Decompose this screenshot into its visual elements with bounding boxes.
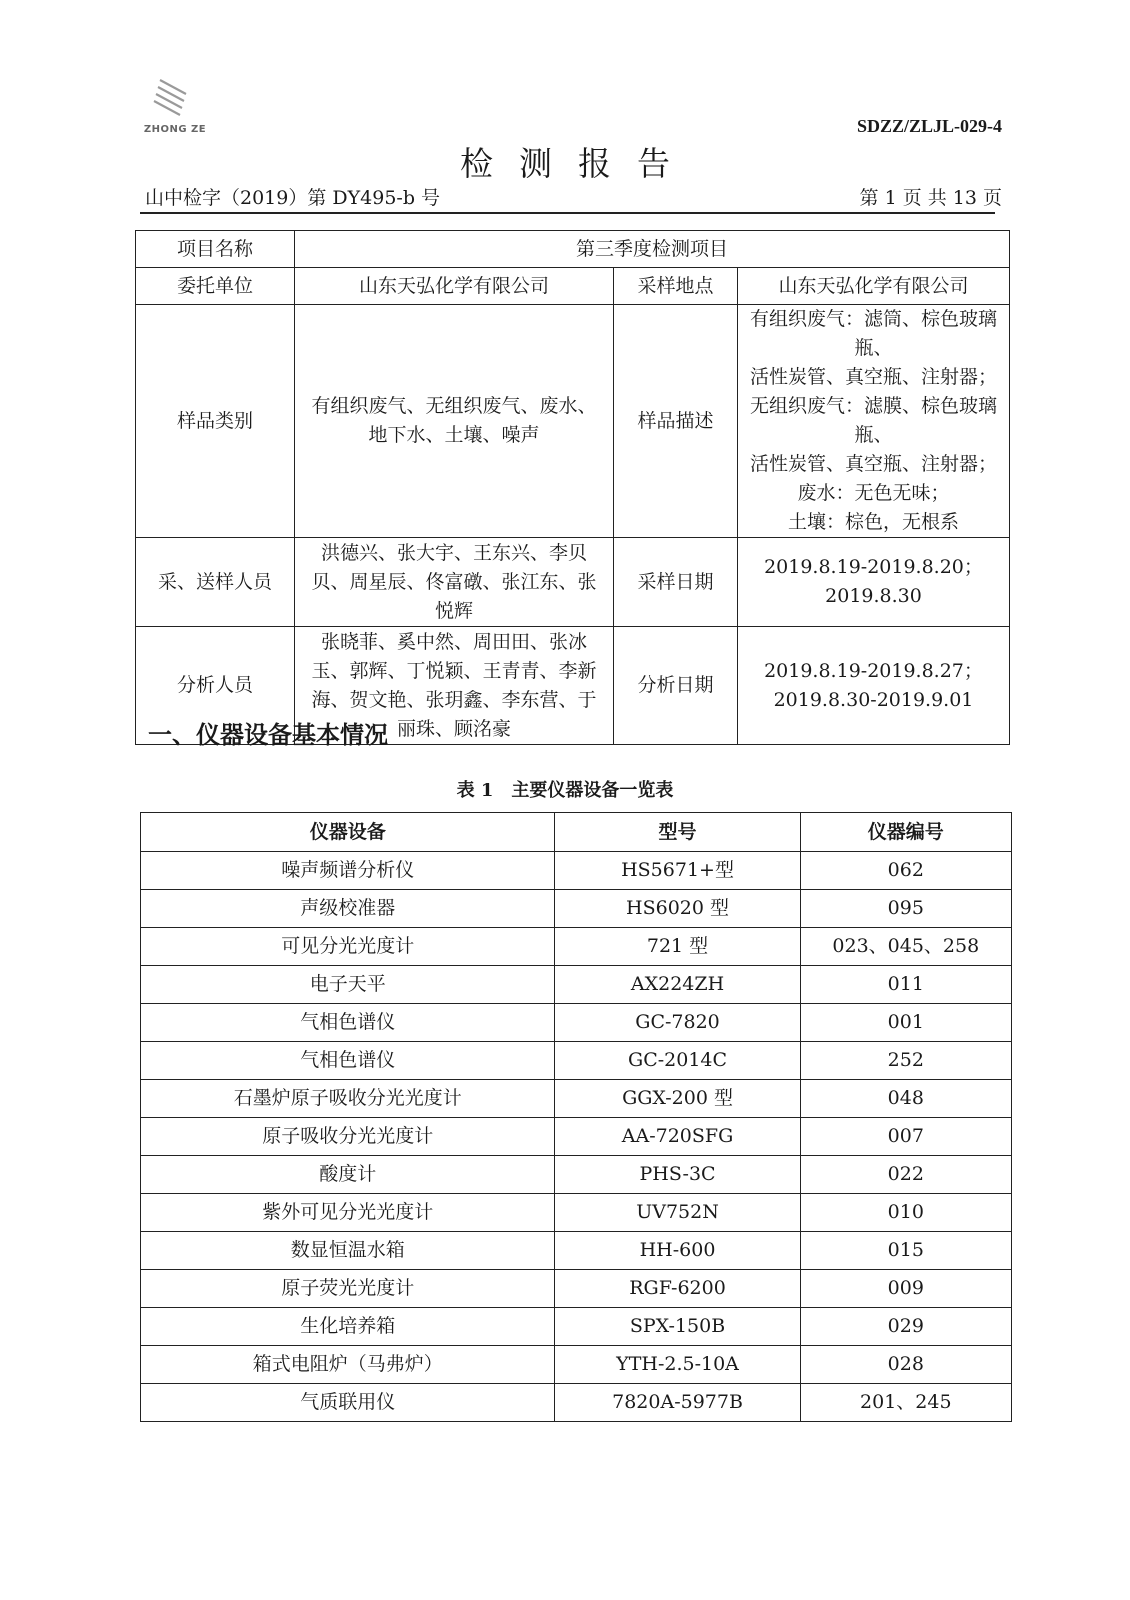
desc-line: 活性炭管、真空瓶、注射器； (749, 366, 997, 388)
sample-date-label: 采样日期 (614, 538, 738, 627)
instrument-number-cell: 011 (800, 966, 1011, 1004)
project-value: 第三季度检测项目 (295, 231, 1010, 268)
equipment-table-body (141, 852, 1012, 1422)
table-row (141, 1042, 1012, 1080)
equipment-name-cell: 箱式电阻炉（马弗炉） (141, 1346, 555, 1384)
report-title: 检测报告 (460, 144, 696, 183)
table-row (141, 1118, 1012, 1156)
column-header-model: 型号 (555, 813, 800, 852)
table-caption: 表 1 主要仪器设备一览表 (456, 780, 674, 801)
desc-line: 土壤：棕色，无根系 (787, 511, 959, 533)
model-cell: GGX-200 型 (555, 1080, 800, 1118)
table-row (141, 1004, 1012, 1042)
site-value: 山东天弘化学有限公司 (738, 268, 1010, 305)
equipment-name-cell: 电子天平 (141, 966, 555, 1004)
table-row (141, 1194, 1012, 1232)
model-cell: PHS-3C (555, 1156, 800, 1194)
instrument-number-cell: 029 (800, 1308, 1011, 1346)
category-label: 样品类别 (136, 305, 295, 538)
desc-line: 活性炭管、真空瓶、注射器； (749, 453, 997, 475)
sample-date-value: 2019.8.19-2019.8.20；2019.8.30 (738, 538, 1010, 627)
instrument-number-cell: 001 (800, 1004, 1011, 1042)
equipment-name-cell: 气相色谱仪 (141, 1004, 555, 1042)
instrument-number-cell: 023、045、258 (800, 928, 1011, 966)
table-row (141, 852, 1012, 890)
equipment-name-cell: 声级校准器 (141, 890, 555, 928)
logo-text: ZHONG ZE (143, 124, 207, 135)
instrument-number-cell: 095 (800, 890, 1011, 928)
model-cell: SPX-150B (555, 1308, 800, 1346)
instrument-number-cell: 048 (800, 1080, 1011, 1118)
equipment-name-cell: 生化培养箱 (141, 1308, 555, 1346)
instrument-number-cell: 015 (800, 1232, 1011, 1270)
info-row-category (136, 305, 1010, 538)
table-row (141, 1270, 1012, 1308)
analyst-value: 张晓菲、奚中然、周田田、张冰玉、郭辉、丁悦颖、王青青、李新海、贺文艳、张玥鑫、李东营、于丽珠、顾洺豪 (295, 627, 614, 745)
client-value: 山东天弘化学有限公司 (295, 268, 614, 305)
project-label: 项目名称 (136, 231, 295, 268)
table-row (141, 1384, 1012, 1422)
table-row (141, 1080, 1012, 1118)
client-label: 委托单位 (136, 268, 295, 305)
info-row-sampler (136, 538, 1010, 627)
model-cell: AX224ZH (555, 966, 800, 1004)
company-logo (140, 72, 210, 142)
instrument-number-cell: 009 (800, 1270, 1011, 1308)
equipment-name-cell: 气质联用仪 (141, 1384, 555, 1422)
page-info: 第 1 页 共 13 页 (859, 187, 1002, 209)
equipment-name-cell: 酸度计 (141, 1156, 555, 1194)
analyst-label: 分析人员 (136, 627, 295, 745)
equipment-name-cell: 气相色谱仪 (141, 1042, 555, 1080)
info-row-project (136, 231, 1010, 268)
table-row (141, 1346, 1012, 1384)
analysis-date-value (738, 627, 1010, 745)
column-header-equipment: 仪器设备 (141, 813, 555, 852)
desc-line: 废水：无色无味； (797, 482, 950, 504)
desc-line: 有组织废气：滤筒、棕色玻璃瓶、 (749, 308, 997, 359)
table-row (141, 1232, 1012, 1270)
instrument-number-cell: 010 (800, 1194, 1011, 1232)
model-cell: GC-7820 (555, 1004, 800, 1042)
model-cell: HS5671+型 (555, 852, 800, 890)
equipment-name-cell: 噪声频谱分析仪 (141, 852, 555, 890)
model-cell: HH-600 (555, 1232, 800, 1270)
instrument-number-cell: 252 (800, 1042, 1011, 1080)
model-cell: UV752N (555, 1194, 800, 1232)
header-divider (140, 212, 995, 214)
equipment-name-cell: 原子荧光光度计 (141, 1270, 555, 1308)
desc-label: 样品描述 (614, 305, 738, 538)
model-cell: 7820A-5977B (555, 1384, 800, 1422)
equipment-name-cell: 可见分光光度计 (141, 928, 555, 966)
sampler-value: 洪德兴、张大宇、王东兴、李贝贝、周星辰、佟富礅、张江东、张悦辉 (295, 538, 614, 627)
model-cell: AA-720SFG (555, 1118, 800, 1156)
table-row (141, 928, 1012, 966)
report-info-table (135, 230, 1010, 745)
instrument-number-cell: 022 (800, 1156, 1011, 1194)
table-row (141, 1308, 1012, 1346)
table-row (141, 966, 1012, 1004)
equipment-header-row (141, 813, 1012, 852)
equipment-name-cell: 紫外可见分光光度计 (141, 1194, 555, 1232)
model-cell: RGF-6200 (555, 1270, 800, 1308)
sample-description (738, 305, 1010, 538)
instrument-number-cell: 062 (800, 852, 1011, 890)
equipment-name-cell: 石墨炉原子吸收分光光度计 (141, 1080, 555, 1118)
table-row (141, 1156, 1012, 1194)
instrument-number-cell: 007 (800, 1118, 1011, 1156)
analysis-date-line: 2019.8.30-2019.9.01 (773, 688, 974, 711)
equipment-table (140, 812, 1012, 1422)
column-header-number: 仪器编号 (800, 813, 1011, 852)
model-cell: YTH-2.5-10A (555, 1346, 800, 1384)
report-number: 山中检字（2019）第 DY495-b 号 (145, 187, 441, 209)
analysis-date-line: 2019.8.19-2019.8.27； (764, 659, 983, 682)
site-label: 采样地点 (614, 268, 738, 305)
sampler-label: 采、送样人员 (136, 538, 295, 627)
logo-mark-icon (148, 72, 198, 122)
analysis-date-label: 分析日期 (614, 627, 738, 745)
section-heading: 一、仪器设备基本情况 (148, 721, 388, 749)
model-cell: HS6020 型 (555, 890, 800, 928)
instrument-number-cell: 028 (800, 1346, 1011, 1384)
equipment-name-cell: 数显恒温水箱 (141, 1232, 555, 1270)
model-cell: GC-2014C (555, 1042, 800, 1080)
info-row-client (136, 268, 1010, 305)
instrument-number-cell: 201、245 (800, 1384, 1011, 1422)
equipment-name-cell: 原子吸收分光光度计 (141, 1118, 555, 1156)
desc-line: 无组织废气：滤膜、棕色玻璃瓶、 (749, 395, 997, 446)
table-row (141, 890, 1012, 928)
model-cell: 721 型 (555, 928, 800, 966)
category-value: 有组织废气、无组织废气、废水、地下水、土壤、噪声 (295, 305, 614, 538)
document-code: SDZZ/ZLJL-029-4 (856, 116, 1002, 136)
